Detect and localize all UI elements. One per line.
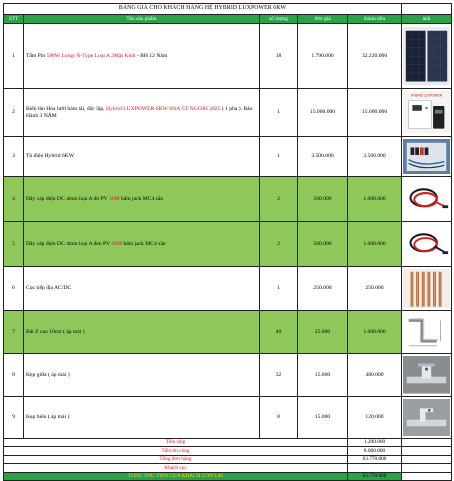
summary-row-deposit — [4, 464, 452, 472]
row-stt: 5 — [4, 222, 24, 267]
red-cable-image — [402, 177, 452, 222]
summary-row-order-total — [4, 455, 452, 463]
table-row — [4, 137, 452, 177]
table-title: BẢNG GIÁ CHO KHÁCH HÀNG HỆ HYBRID LUXPOWER 6KW — [4, 4, 402, 15]
z-bracket-image — [402, 311, 452, 354]
summary-blank — [402, 464, 452, 472]
summary-value: 63.770.000 — [348, 472, 402, 480]
table-row — [4, 354, 452, 397]
row-total: 1.000.000 — [348, 222, 402, 267]
ground-rod-image — [402, 267, 452, 311]
summary-label: Tiền thi công — [4, 447, 348, 455]
summary-value: 1.200.000 — [348, 439, 402, 447]
row-total: 120.000 — [348, 397, 402, 439]
title-blank-cell — [402, 4, 452, 15]
row-product-name: Cọc tiếp địa AC/DC — [24, 267, 260, 311]
header-quantity: số lượng — [260, 15, 298, 24]
row-stt: 1 — [4, 24, 24, 89]
row-total: 480.000 — [348, 354, 402, 397]
row-unit-price: 15.000 — [298, 397, 348, 439]
table-row — [4, 89, 452, 137]
row-quantity: 32 — [260, 354, 298, 397]
header-total: thành tiền — [348, 15, 402, 24]
row-product-name: Tấm Pin 580W Longi N-Type Loại A 2Mặt Kính - BH 12 Năm — [24, 24, 260, 89]
row-unit-price: 500.000 — [298, 222, 348, 267]
row-quantity: 1 — [260, 267, 298, 311]
end-clamp-image — [402, 397, 452, 439]
summary-value: 8.000.000 — [348, 447, 402, 455]
row-unit-price: 250.000 — [298, 267, 348, 311]
summary-blank — [402, 439, 452, 447]
header-stt: STT — [4, 15, 24, 24]
row-quantity: 18 — [260, 24, 298, 89]
mid-clamp-image — [402, 354, 452, 397]
solar-panel-image — [402, 24, 452, 89]
row-product-name: Tủ điện Hybrid 6KW — [24, 137, 260, 177]
header-unit-price: đơn giá — [298, 15, 348, 24]
row-stt: 3 — [4, 137, 24, 177]
row-unit-price: 500.000 — [298, 177, 348, 222]
row-product-name: Bát Z cao 10cm ( áp mái ) — [24, 311, 260, 354]
row-total: 1.000.000 — [348, 177, 402, 222]
black-cable-image — [402, 222, 452, 267]
inverter-image — [402, 89, 452, 137]
table-row — [4, 222, 452, 267]
table-row — [4, 397, 452, 439]
header-image: ảnh — [402, 15, 452, 24]
row-unit-price: 1.790.000 — [298, 24, 348, 89]
summary-blank — [402, 455, 452, 463]
row-quantity: 40 — [260, 311, 298, 354]
electrical-cabinet-image — [402, 137, 452, 177]
row-stt: 6 — [4, 267, 24, 311]
row-total: 32.220.000 — [348, 24, 402, 89]
row-stt: 9 — [4, 397, 24, 439]
row-quantity: 1 — [260, 89, 298, 137]
table-row — [4, 177, 452, 222]
row-stt: 2 — [4, 89, 24, 137]
row-quantity: 2 — [260, 222, 298, 267]
row-quantity: 8 — [260, 397, 298, 439]
row-stt: 7 — [4, 311, 24, 354]
row-product-name: Kẹp biên ( áp mái ) — [24, 397, 260, 439]
row-unit-price: 15.000 — [298, 354, 348, 397]
svg-text:HYBRID LUXPOWER: HYBRID LUXPOWER — [410, 93, 443, 98]
summary-row-remaining — [4, 472, 452, 480]
row-stt: 4 — [4, 177, 24, 222]
summary-value — [348, 464, 402, 472]
row-quantity: 2 — [260, 177, 298, 222]
header-row — [4, 15, 452, 24]
summary-label: TỔNG THU TIỀN CỦA KHÁCH CÒN LẠI — [4, 472, 348, 480]
table-row — [4, 311, 452, 354]
price-quote-table — [3, 3, 452, 481]
row-total: 1.000.000 — [348, 311, 402, 354]
row-unit-price: 3.500.000 — [298, 137, 348, 177]
header-product-name: Tên sản phẩm — [24, 15, 260, 24]
table-row — [4, 267, 452, 311]
summary-blank — [402, 472, 452, 480]
summary-row-shipping — [4, 439, 452, 447]
table-row — [4, 24, 452, 89]
row-product-name: Dây cáp điện DC 4mm loại A đen PV 30M bấm jack MC4 sẵn — [24, 222, 260, 267]
row-unit-price: 25.000 — [298, 311, 348, 354]
row-stt: 8 — [4, 354, 24, 397]
row-product-name: Kẹp giữa ( áp mái ) — [24, 354, 260, 397]
row-total: 250.000 — [348, 267, 402, 311]
summary-row-installation — [4, 447, 452, 455]
summary-label: Tiền ship — [4, 439, 348, 447]
summary-blank — [402, 447, 452, 455]
row-product-name: Dây cáp điện DC 4mm loại A đỏ PV 30M bấm jack MC4 sẵn — [24, 177, 260, 222]
row-unit-price: 15.000.000 — [298, 89, 348, 137]
row-total: 15.000.000 — [348, 89, 402, 137]
row-quantity: 1 — [260, 137, 298, 177]
summary-value: 63.770.000 — [348, 455, 402, 463]
summary-label: Tổng đơn hàng — [4, 455, 348, 463]
summary-label: Khách cọc — [4, 464, 348, 472]
row-product-name: Biến tần Hòa lưới bám tải, độc lập, Hybrid LUXPOWER 6KW SNA CT NGOÀI 2025 ( 1 pha ). Bảo Hành 3 NĂM — [24, 89, 260, 137]
row-total: 3.500.000 — [348, 137, 402, 177]
